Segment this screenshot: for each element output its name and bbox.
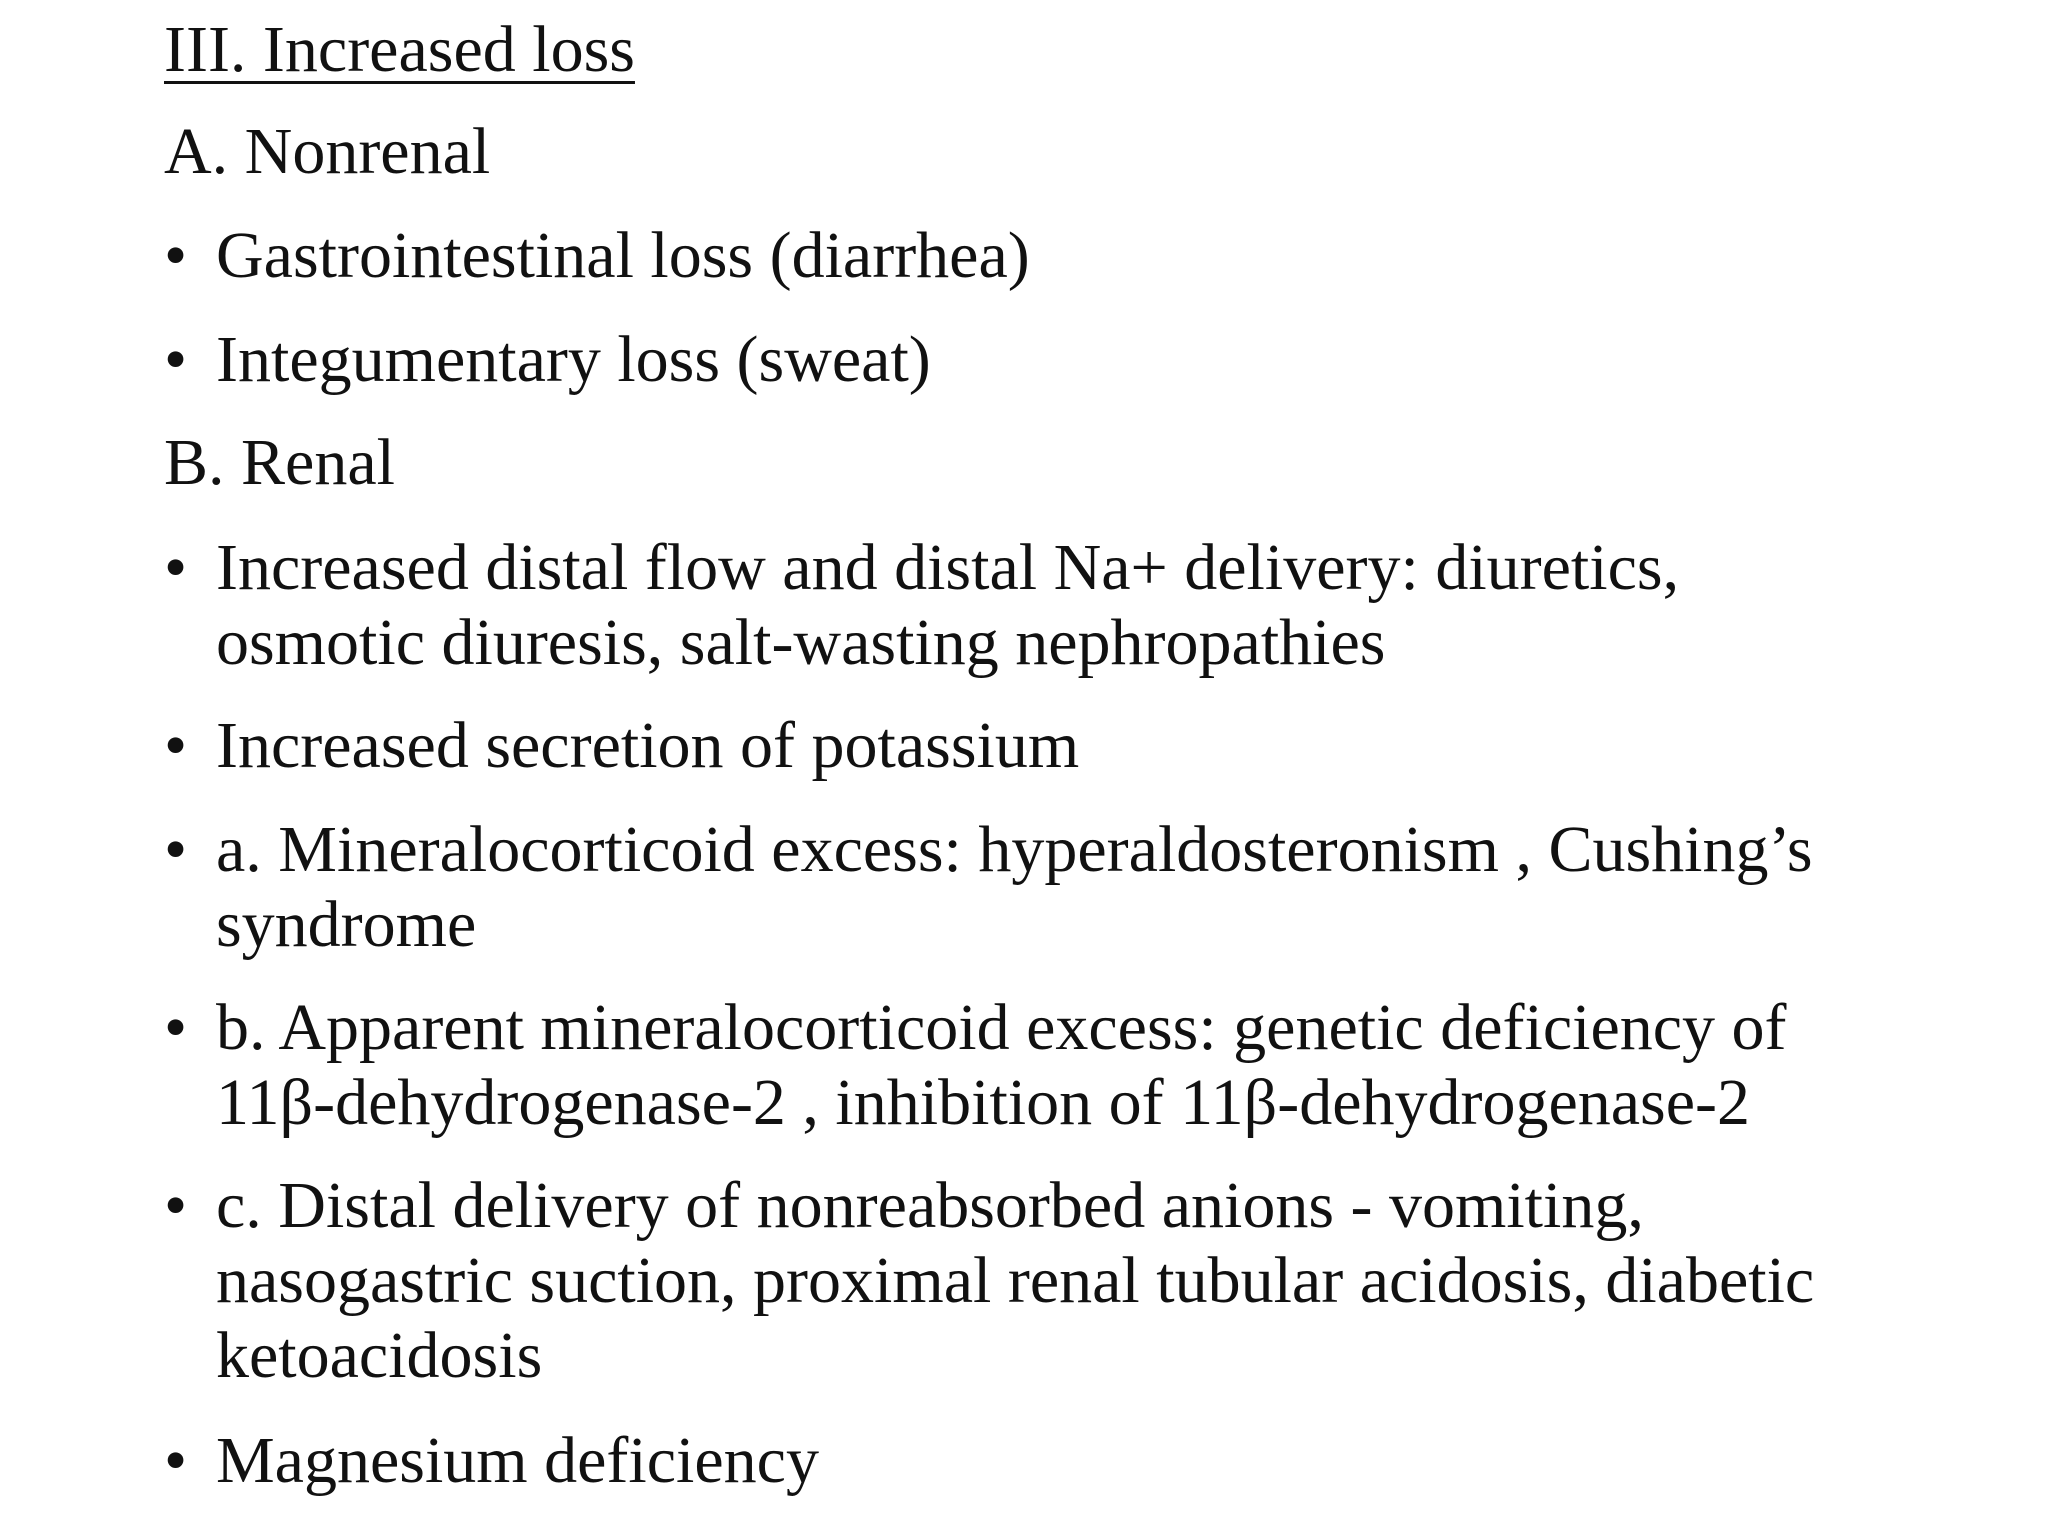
- bullet-icon: •: [164, 323, 188, 396]
- list-item-text: a. Mineralocorticoid excess: hyperaldosteronism , Cushing’s: [216, 813, 1813, 886]
- list-item-text: Integumentary loss (sweat): [216, 323, 931, 396]
- list-item-text: b. Apparent mineralocorticoid excess: genetic deficiency of: [216, 991, 1787, 1064]
- list-item-text: Magnesium deficiency: [216, 1424, 819, 1497]
- list-item-text: ketoacidosis: [216, 1319, 543, 1392]
- section-a-heading: A. Nonrenal: [164, 115, 491, 188]
- bullet-icon: •: [164, 991, 188, 1064]
- bullet-icon: •: [164, 1424, 188, 1497]
- bullet-icon: •: [164, 1169, 188, 1242]
- bullet-icon: •: [164, 531, 188, 604]
- bullet-icon: •: [164, 219, 188, 292]
- list-item-text: Increased distal flow and distal Na+ delivery: diuretics,: [216, 531, 1680, 604]
- section-b-heading: B. Renal: [164, 426, 395, 499]
- list-item-text: nasogastric suction, proximal renal tubular acidosis, diabetic: [216, 1244, 1815, 1317]
- slide-title: III. Increased loss: [164, 13, 635, 86]
- list-item-text: 11β-dehydrogenase-2 , inhibition of 11β-dehydrogenase-2: [216, 1066, 1751, 1139]
- list-item-text: osmotic diuresis, salt-wasting nephropathies: [216, 606, 1386, 679]
- bullet-icon: •: [164, 813, 188, 886]
- list-item-text: syndrome: [216, 888, 477, 961]
- list-item-text: Gastrointestinal loss (diarrhea): [216, 219, 1030, 292]
- bullet-icon: •: [164, 709, 188, 782]
- list-item-text: Increased secretion of potassium: [216, 709, 1080, 782]
- list-item-text: c. Distal delivery of nonreabsorbed anions - vomiting,: [216, 1169, 1644, 1242]
